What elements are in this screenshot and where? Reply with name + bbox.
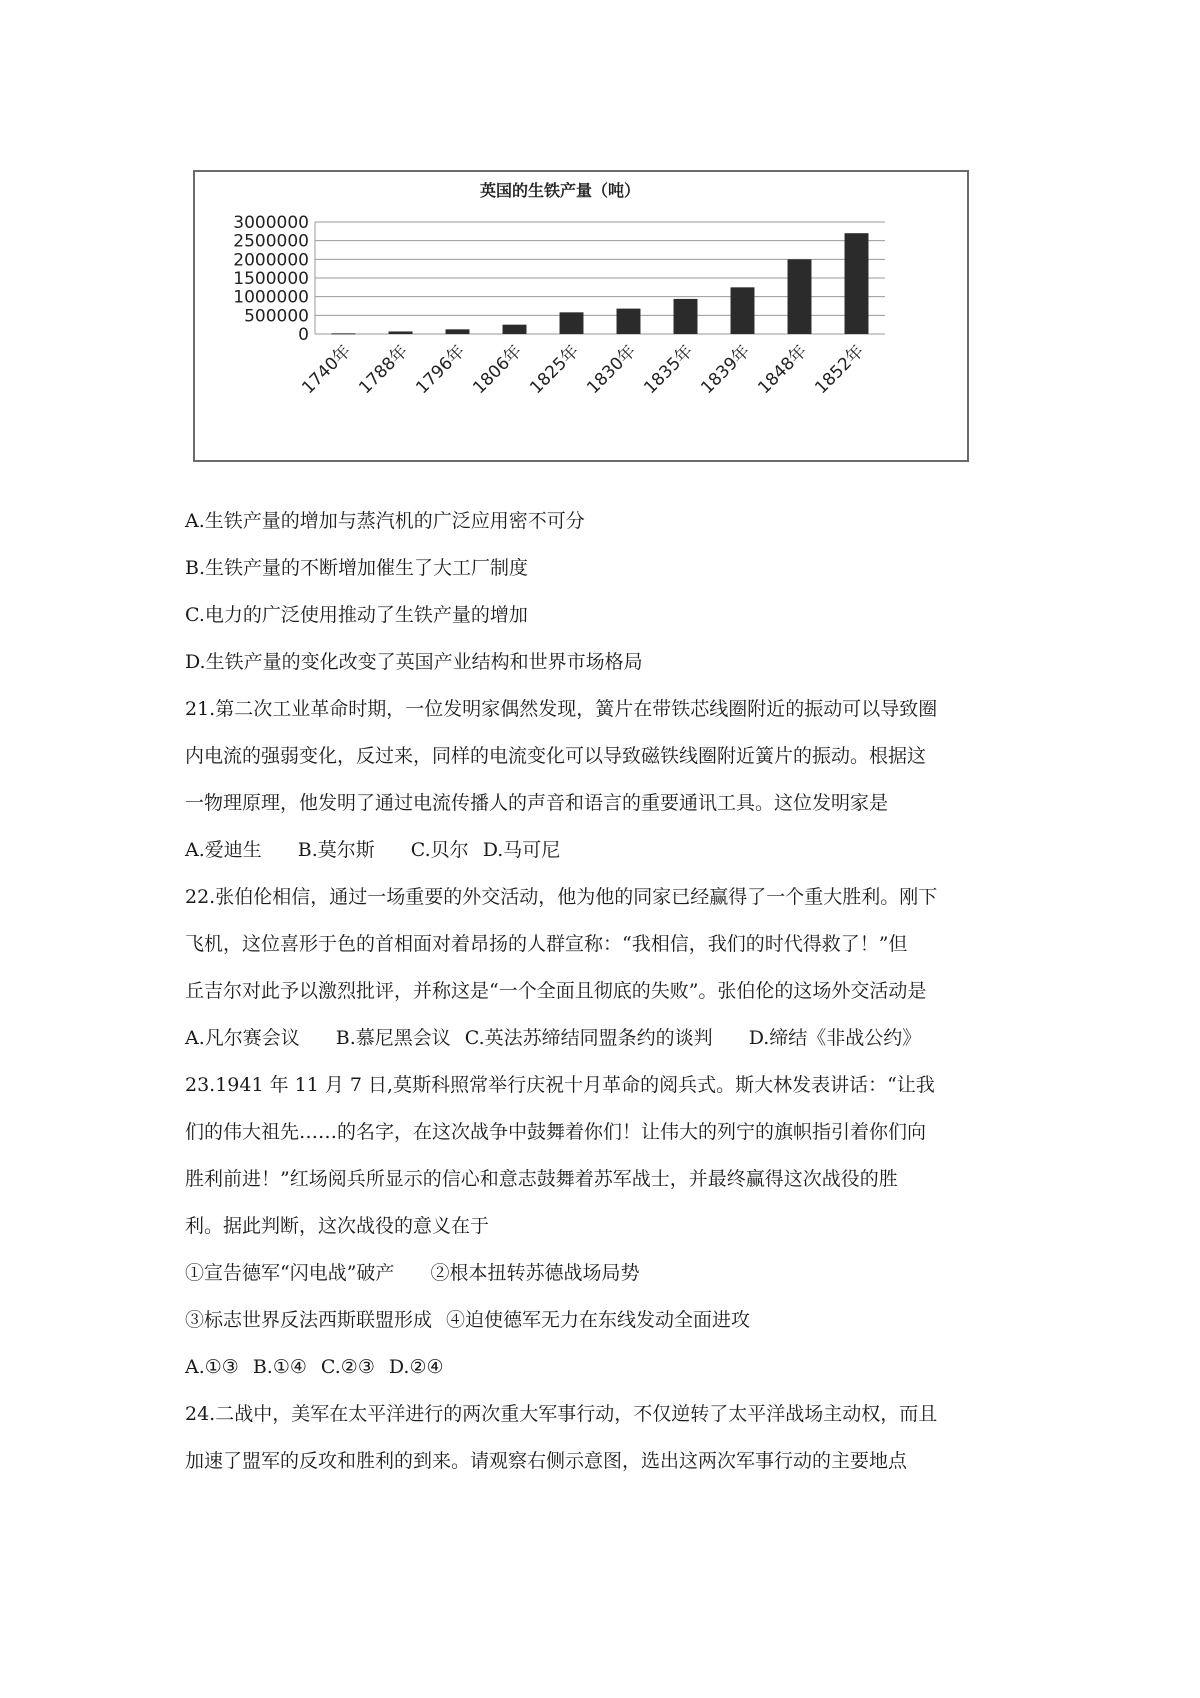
q23-stem-line: 胜利前进！”红场阅兵所显示的信心和意志鼓舞着苏军战士，并最终赢得这次战役的胜 xyxy=(185,1168,898,1190)
bar xyxy=(845,233,869,334)
q23-stem-line: 利。据此判断，这次战役的意义在于 xyxy=(185,1215,490,1237)
x-tick-label: 1825年 xyxy=(526,341,584,399)
y-tick-label: 1500000 xyxy=(233,269,309,289)
bar xyxy=(332,333,356,334)
y-tick-label: 1000000 xyxy=(233,287,309,308)
x-tick-label: 1852年 xyxy=(811,341,869,399)
y-tick-label: 3000000 xyxy=(233,213,309,233)
q20-option-d: D.生铁产量的变化改变了英国产业结构和世界市场格局 xyxy=(185,651,643,673)
x-tick-label: 1740年 xyxy=(298,341,356,399)
q22-option-d: D.缔结《非战公约》 xyxy=(748,1027,922,1049)
q23-stem-line: 23.1941 年 11 月 7 日,莫斯科照常举行庆祝十月革命的阅兵式。斯大林发表讲话：“让我 xyxy=(185,1074,935,1096)
bar xyxy=(731,287,755,334)
q21-option-d: D.马可尼 xyxy=(482,839,561,861)
q23-stem-line: 们的伟大祖先……的名字，在这次战争中鼓舞着你们！让伟大的列宁的旗帜指引着你们向 xyxy=(185,1121,927,1143)
bar xyxy=(503,325,527,334)
bar xyxy=(446,329,470,334)
y-tick-label: 2500000 xyxy=(233,231,309,252)
q23-item-3: ③标志世界反法西斯联盟形成 xyxy=(185,1309,433,1331)
x-tick-label: 1796年 xyxy=(412,341,470,399)
bar xyxy=(389,331,413,334)
q20-option-b: B.生铁产量的不断增加催生了大工厂制度 xyxy=(185,557,529,579)
bar xyxy=(674,299,698,334)
q22-option-a: A.凡尔赛会议 xyxy=(185,1027,300,1049)
q21-option-b: B.莫尔斯 xyxy=(297,839,375,861)
y-tick-label: 2000000 xyxy=(233,250,309,271)
q21-stem-line: 21.第二次工业革命时期，一位发明家偶然发现，簧片在带铁芯线圈附近的振动可以导致圈 xyxy=(185,698,938,720)
y-tick-label: 0 xyxy=(298,325,309,345)
q21-option-c: C.贝尔 xyxy=(410,839,469,861)
q21-stem-line: 内电流的强弱变化，反过来，同样的电流变化可以导致磁铁线圈附近簧片的振动。根据这 xyxy=(185,745,927,767)
bar-chart-svg xyxy=(195,172,967,460)
q22-options xyxy=(185,1019,1045,1066)
q20-option-c: C.电力的广泛使用推动了生铁产量的增加 xyxy=(185,604,528,626)
x-tick-label: 1788年 xyxy=(355,341,413,399)
x-tick-label: 1806年 xyxy=(469,341,527,399)
bar xyxy=(788,259,812,334)
q23-item-4: ④迫使德军无力在东线发动全面进攻 xyxy=(446,1309,751,1331)
q22-stem-line: 丘吉尔对此予以激烈批评，并称这是“一个全面且彻底的失败”。张伯伦的这场外交活动是 xyxy=(185,980,927,1002)
x-tick-label: 1835年 xyxy=(640,341,698,399)
x-tick-label: 1830年 xyxy=(583,341,641,399)
q21-options xyxy=(185,831,1045,878)
q24-stem-line: 加速了盟军的反攻和胜利的到来。请观察右侧示意图，选出这两次军事行动的主要地点 xyxy=(185,1450,908,1472)
q22-stem-line: 22.张伯伦相信，通过一场重要的外交活动，他为他的同家已经赢得了一个重大胜利。刚下 xyxy=(185,886,938,908)
q23-option-b: B.①④ xyxy=(252,1356,307,1378)
x-tick-label: 1839年 xyxy=(697,341,755,399)
q23-item-2: ②根本扭转苏德战场局势 xyxy=(430,1262,640,1284)
question-text xyxy=(185,502,1045,1489)
bar xyxy=(617,309,641,334)
q21-stem-line: 一物理原理，他发明了通过电流传播人的声音和语言的重要通讯工具。这位发明家是 xyxy=(185,792,889,814)
q23-option-c: C.②③ xyxy=(320,1356,375,1378)
q22-option-b: B.慕尼黑会议 xyxy=(335,1027,451,1049)
q23-option-a: A.①③ xyxy=(185,1356,239,1378)
q23-option-d: D.②④ xyxy=(388,1356,444,1378)
q20-option-a: A.生铁产量的增加与蒸汽机的广泛应用密不可分 xyxy=(185,510,585,532)
q24-stem-line: 24.二战中，美军在太平洋进行的两次重大军事行动，不仅逆转了太平洋战场主动权，而且 xyxy=(185,1403,938,1425)
q22-stem-line: 飞机，这位喜形于色的首相面对着昂扬的人群宣称：“我相信，我们的时代得救了！”但 xyxy=(185,933,908,955)
q21-option-a: A.爱迪生 xyxy=(185,839,262,861)
iron-output-chart xyxy=(193,170,969,462)
x-tick-label: 1848年 xyxy=(754,341,812,399)
q23-items-row xyxy=(185,1254,1045,1301)
y-tick-label: 500000 xyxy=(244,306,309,327)
q23-item-1: ①宣告德军“闪电战”破产 xyxy=(185,1262,395,1284)
q23-items-row xyxy=(185,1301,1045,1348)
q22-option-c: C.英法苏缔结同盟条约的谈判 xyxy=(464,1027,713,1049)
q23-options xyxy=(185,1348,1045,1395)
bar xyxy=(560,312,584,334)
chart-title: 英国的生铁产量（吨） xyxy=(479,181,641,200)
